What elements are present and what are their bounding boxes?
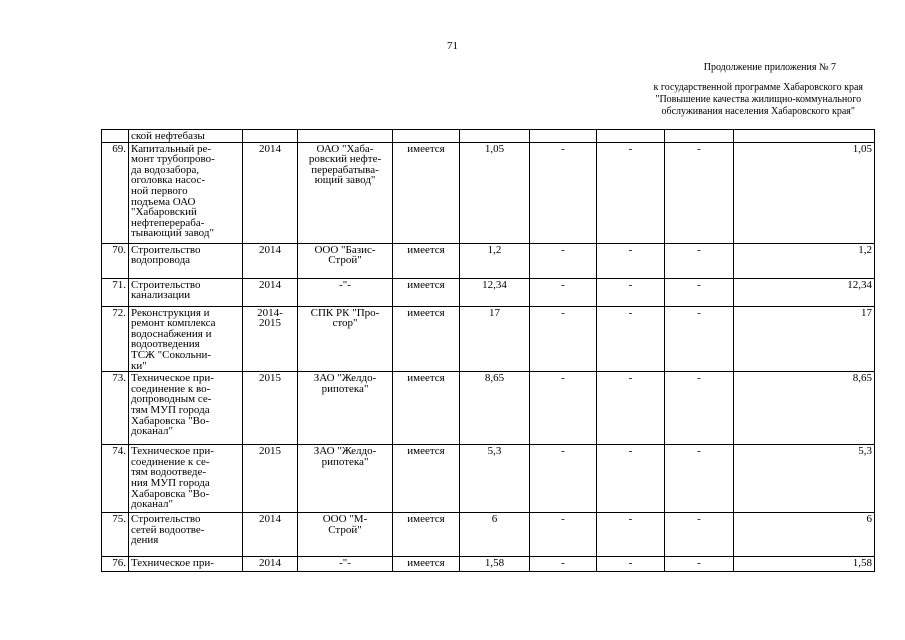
cell-desc — [129, 445, 243, 513]
cell-status-text: имеется — [407, 306, 445, 319]
cell-num-text: 71. — [112, 278, 126, 291]
cell-c3-text: - — [697, 445, 701, 458]
cell-num — [102, 243, 129, 278]
cell-c2-text: - — [628, 306, 633, 319]
cell-org-text: СПК РК "Про- стор" — [310, 306, 380, 330]
cell-c2-text: - — [628, 445, 633, 458]
cell-last-text: 17 — [861, 306, 872, 319]
cell-total — [460, 513, 530, 557]
cell-c1 — [530, 513, 597, 557]
cell-c1 — [530, 243, 597, 278]
annex-subtitle — [653, 82, 863, 118]
program-table — [101, 129, 875, 572]
cell-status — [393, 513, 460, 557]
cell-last-text: 1,05 — [852, 142, 872, 155]
cell-desc — [129, 142, 243, 243]
cell-org-text: ОАО "Хаба- ровский нефте- перерабатыва- ющий завод" — [308, 142, 382, 187]
cell-desc — [129, 557, 243, 572]
cell-last — [734, 306, 875, 372]
cell-num — [102, 557, 129, 572]
cell-last — [734, 142, 875, 243]
cell-c3 — [665, 372, 734, 445]
cell-last-text: 8,65 — [852, 372, 872, 385]
cell-c1 — [530, 306, 597, 372]
cell-year — [243, 130, 298, 143]
cell-org — [298, 306, 393, 372]
cell-org-text: ООО "Базис- Строй" — [314, 243, 376, 267]
cell-c2 — [597, 513, 665, 557]
cell-desc-text: Техническое при- — [131, 557, 214, 570]
cell-c2 — [597, 372, 665, 445]
cell-c3-text: - — [697, 557, 701, 570]
cell-year — [243, 278, 298, 306]
cell-c1-text: - — [561, 243, 565, 256]
cell-year-text: 2014 — [259, 243, 281, 256]
cell-year-text: 2015 — [259, 445, 281, 458]
cell-c2-text: - — [628, 372, 633, 385]
cell-c3 — [665, 142, 734, 243]
cell-status — [393, 372, 460, 445]
cell-status-text: имеется — [407, 142, 445, 155]
cell-desc — [129, 306, 243, 372]
cell-year — [243, 513, 298, 557]
cell-c2 — [597, 445, 665, 513]
table-row — [102, 278, 875, 306]
cell-year — [243, 142, 298, 243]
cell-year — [243, 557, 298, 572]
cell-status — [393, 243, 460, 278]
cell-total-text: 1,05 — [484, 142, 505, 155]
cell-total-text: 8,65 — [484, 372, 505, 385]
cell-last — [734, 130, 875, 143]
cell-total-text: 1,58 — [484, 557, 505, 570]
cell-org — [298, 278, 393, 306]
cell-c2-text: - — [628, 142, 633, 155]
cell-year-text: 2014 — [259, 142, 281, 155]
cell-year-text: 2014- 2015 — [257, 306, 283, 330]
cell-desc-text: Строительство водопровода — [131, 243, 201, 267]
annex-line-1: к государственной программе Хабаровского края — [653, 82, 863, 93]
cell-c1 — [530, 130, 597, 143]
cell-year-text: 2014 — [259, 557, 281, 570]
cell-total-text: 12,34 — [482, 278, 507, 291]
cell-year — [243, 372, 298, 445]
cell-status — [393, 142, 460, 243]
cell-org — [298, 513, 393, 557]
cell-c1 — [530, 557, 597, 572]
cell-num-text: 74. — [112, 445, 126, 458]
cell-year — [243, 306, 298, 372]
cell-last-text: 1,58 — [852, 557, 872, 570]
cell-desc-text: Строительство канализации — [131, 278, 201, 302]
cell-num-text: 72. — [112, 306, 126, 319]
cell-desc — [129, 130, 243, 143]
cell-c2 — [597, 243, 665, 278]
cell-last-text: 5,3 — [858, 445, 872, 458]
cell-desc — [129, 372, 243, 445]
cell-status-text: имеется — [407, 445, 445, 458]
cell-total — [460, 557, 530, 572]
cell-c3 — [665, 243, 734, 278]
cell-c2-text: - — [628, 243, 633, 256]
annex-line-3: обслуживания населения Хабаровского края" — [661, 106, 855, 117]
cell-status-text: имеется — [407, 372, 445, 385]
cell-status — [393, 306, 460, 372]
carryover-text: ской нефтебазы — [131, 130, 205, 142]
cell-c2-text: - — [628, 513, 633, 526]
cell-c1-text: - — [561, 142, 565, 155]
cell-org — [298, 445, 393, 513]
cell-desc — [129, 243, 243, 278]
cell-year-text: 2014 — [259, 278, 281, 291]
cell-num-text: 76. — [112, 557, 126, 570]
cell-total — [460, 372, 530, 445]
cell-total-text: 6 — [491, 513, 498, 526]
cell-c3-text: - — [697, 243, 701, 256]
cell-c1 — [530, 445, 597, 513]
table-row — [102, 557, 875, 572]
cell-c2 — [597, 130, 665, 143]
cell-status — [393, 557, 460, 572]
cell-c1 — [530, 278, 597, 306]
cell-num — [102, 130, 129, 143]
cell-year — [243, 243, 298, 278]
cell-c2 — [597, 278, 665, 306]
cell-status-text: имеется — [407, 278, 445, 291]
cell-c3-text: - — [697, 278, 701, 291]
cell-last — [734, 513, 875, 557]
cell-org — [298, 142, 393, 243]
cell-total — [460, 130, 530, 143]
cell-desc-text: Техническое при- соединение к се- тям водоотведе- ния МУП города Хабаровска "Во- доканал" — [131, 445, 214, 511]
cell-c3 — [665, 306, 734, 372]
cell-org-text: -"- — [339, 557, 351, 570]
cell-status-text: имеется — [407, 557, 445, 570]
cell-c3-text: - — [697, 306, 701, 319]
cell-c3 — [665, 513, 734, 557]
cell-c1-text: - — [561, 557, 565, 570]
cell-desc — [129, 513, 243, 557]
cell-org — [298, 557, 393, 572]
cell-num-text: 75. — [112, 513, 126, 526]
cell-desc — [129, 278, 243, 306]
cell-num — [102, 445, 129, 513]
cell-status — [393, 130, 460, 143]
cell-total — [460, 142, 530, 243]
cell-total — [460, 306, 530, 372]
cell-c3 — [665, 130, 734, 143]
cell-total-text: 1,2 — [487, 243, 502, 256]
table-row — [102, 243, 875, 278]
cell-last — [734, 278, 875, 306]
cell-last — [734, 372, 875, 445]
cell-year — [243, 445, 298, 513]
cell-org-text: ЗАО "Желдо- рипотека" — [313, 372, 377, 395]
cell-year-text: 2014 — [259, 513, 281, 526]
cell-c2 — [597, 557, 665, 572]
cell-c1-text: - — [561, 278, 565, 291]
cell-num — [102, 306, 129, 372]
cell-c1-text: - — [561, 306, 565, 319]
table-row — [102, 445, 875, 513]
cell-status — [393, 278, 460, 306]
cell-status-text: имеется — [407, 243, 445, 256]
cell-desc-text: Техническое при- соединение к во- допроводным се- тям МУП города Хабаровска "Во- доканал" — [131, 372, 214, 438]
cell-c3-text: - — [697, 142, 701, 155]
cell-total — [460, 243, 530, 278]
cell-c1-text: - — [561, 445, 565, 458]
cell-c3 — [665, 278, 734, 306]
cell-org — [298, 372, 393, 445]
cell-status-text: имеется — [407, 513, 445, 526]
cell-num — [102, 372, 129, 445]
cell-c3-text: - — [697, 513, 701, 526]
cell-c2 — [597, 142, 665, 243]
table-row — [102, 306, 875, 372]
cell-org — [298, 243, 393, 278]
cell-status — [393, 445, 460, 513]
cell-total-text: 5,3 — [487, 445, 502, 458]
cell-org-text: ЗАО "Желдо- рипотека" — [313, 445, 377, 468]
cell-org-text: ООО "М- Строй" — [322, 513, 368, 536]
cell-num-text: 73. — [112, 372, 126, 385]
cell-c1-text: - — [561, 513, 565, 526]
cell-total-text: 17 — [489, 306, 500, 319]
cell-org — [298, 130, 393, 143]
cell-c1 — [530, 372, 597, 445]
cell-total — [460, 445, 530, 513]
annex-title: Продолжение приложения № 7 — [703, 62, 836, 73]
cell-last — [734, 557, 875, 572]
cell-c3-text: - — [697, 372, 701, 385]
cell-c3 — [665, 445, 734, 513]
cell-c2 — [597, 306, 665, 372]
cell-c1-text: - — [561, 372, 565, 385]
cell-c2-text: - — [628, 278, 633, 291]
cell-num-text: 69. — [112, 142, 126, 155]
table-row — [102, 130, 875, 143]
cell-last-text: 1,2 — [858, 243, 872, 256]
cell-desc-text: Капитальный ре- монт трубопрово- да водозабора, оголовка насос- ной первого подъема ОАО "Хабаровский нефтеперераба- тывающий завод" — [131, 142, 215, 240]
annex-line-2: "Повышение качества жилищно-коммунального — [655, 94, 862, 105]
cell-year-text: 2015 — [259, 372, 281, 385]
cell-num-text: 70. — [112, 243, 126, 256]
cell-num — [102, 513, 129, 557]
cell-num — [102, 142, 129, 243]
cell-c3 — [665, 557, 734, 572]
cell-c1 — [530, 142, 597, 243]
cell-num — [102, 278, 129, 306]
cell-last — [734, 243, 875, 278]
cell-last — [734, 445, 875, 513]
page-number: 71 — [447, 40, 458, 52]
cell-desc-text: Строительство сетей водоотве- дения — [131, 513, 205, 547]
cell-total — [460, 278, 530, 306]
cell-org-text: -"- — [339, 278, 351, 291]
table-row — [102, 372, 875, 445]
cell-c2-text: - — [628, 557, 633, 570]
cell-last-text: 12,34 — [847, 278, 872, 291]
cell-last-text: 6 — [866, 513, 872, 526]
table-row — [102, 513, 875, 557]
cell-desc-text: Реконструкция и ремонт комплекса водоснабжения и водоотведения ТСЖ "Сокольни- ки" — [131, 306, 216, 372]
table-row — [102, 142, 875, 243]
